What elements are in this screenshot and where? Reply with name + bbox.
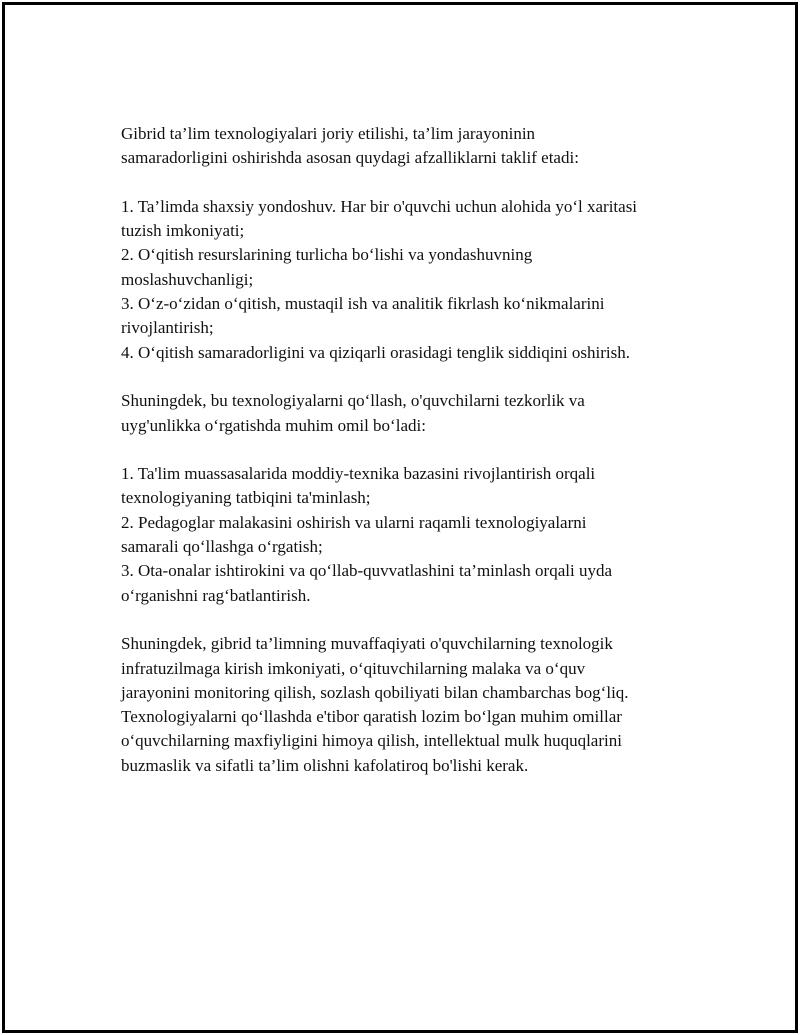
document-body bbox=[121, 122, 721, 778]
text-line: Shuningdek, bu texnologiyalarni qo‘llash, o'quvchilarni tezkorlik va bbox=[121, 391, 585, 411]
list-item: 2. O‘qitish resurslarining turlicha bo‘lishi va yondashuvning bbox=[121, 245, 533, 265]
text-line: Gibrid ta’lim texnologiyalari joriy etilishi, ta’lim jarayoninin bbox=[121, 124, 536, 143]
middle-paragraph bbox=[121, 389, 721, 438]
list-item: 4. O‘qitish samaradorligini va qiziqarli orasidagi tenglik siddiqini oshirish. bbox=[121, 342, 630, 362]
list-item: 1. Ta'lim muassasalarida moddiy-texnika bazasini rivojlantirish orqali bbox=[121, 464, 596, 484]
list-item: tuzish imkoniyati; bbox=[121, 221, 245, 241]
text-line: Texnologiyalarni qo‘llashda e'tibor qaratish lozim bo‘lgan muhim omillar bbox=[121, 707, 622, 727]
text-line: Shuningdek, gibrid ta’limning muvaffaqiyati o'quvchilarning texnologik bbox=[121, 634, 613, 654]
list-item: 3. Ota-onalar ishtirokini va qo‘llab-quvvatlashini ta’minlash orqali uyda bbox=[121, 561, 612, 581]
list-item: 2. Pedagoglar malakasini oshirish va ularni raqamli texnologiyalarni bbox=[121, 512, 587, 532]
text-line: infratuzilmaga kirish imkoniyati, o‘qituvchilarning malaka va o‘quv bbox=[121, 658, 586, 678]
list-item: samarali qo‘llashga o‘rgatish; bbox=[121, 537, 323, 557]
list-item: texnologiyaning tatbiqini ta'minlash; bbox=[121, 488, 371, 508]
list-item: moslashuvchanligi; bbox=[121, 269, 254, 289]
conclusion-paragraph bbox=[121, 632, 721, 778]
list-item: 1. Ta’limda shaxsiy yondoshuv. Har bir o'quvchi uchun alohida yo‘l xaritasi bbox=[121, 196, 638, 216]
factors-list bbox=[121, 462, 721, 608]
intro-paragraph bbox=[121, 122, 721, 171]
text-line: jarayonini monitoring qilish, sozlash qobiliyati bilan chambarchas bog‘liq. bbox=[121, 682, 629, 702]
list-item: rivojlantirish; bbox=[121, 318, 214, 338]
advantages-list bbox=[121, 195, 721, 365]
text-line: o‘quvchilarning maxfiyligini himoya qilish, intellektual mulk huquqlarini bbox=[121, 731, 622, 751]
text-line: buzmaslik va sifatli ta’lim olishni kafolatiroq bo'lishi kerak. bbox=[121, 755, 529, 775]
page-frame bbox=[2, 2, 798, 1033]
list-item: o‘rganishni rag‘batlantirish. bbox=[121, 585, 311, 605]
text-line: uyg'unlikka o‘rgatishda muhim omil bo‘ladi: bbox=[121, 415, 426, 435]
text-line: samaradorligini oshirishda asosan quydagi afzalliklarni taklif etadi: bbox=[121, 148, 579, 168]
list-item: 3. O‘z-o‘zidan o‘qitish, mustaqil ish va analitik fikrlash ko‘nikmalarini bbox=[121, 294, 605, 314]
